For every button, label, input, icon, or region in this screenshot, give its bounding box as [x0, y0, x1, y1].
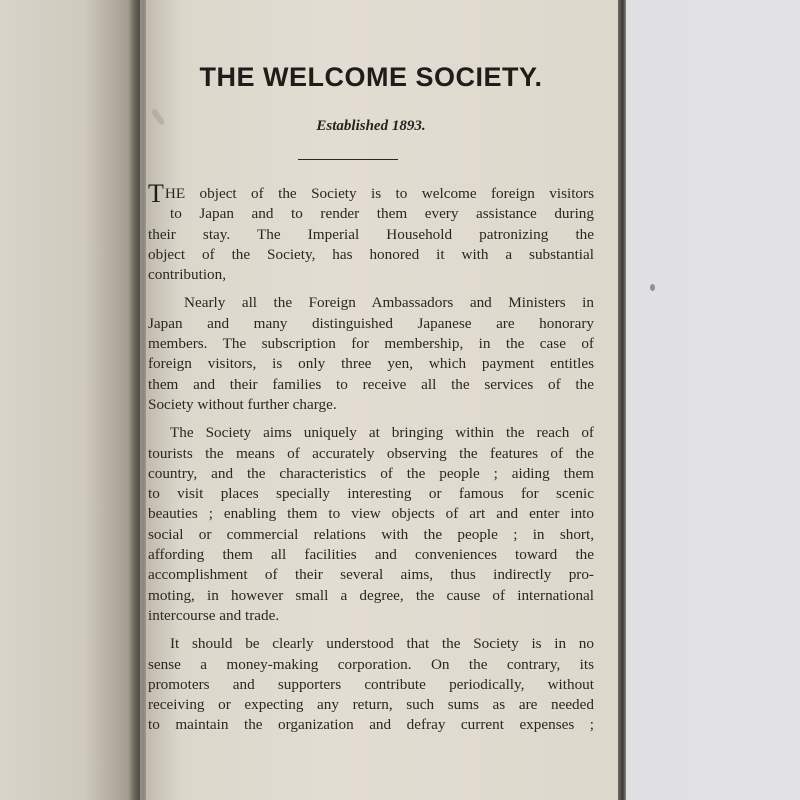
- text-line: foreign visitors, is only three yen, which payment entitles: [148, 355, 594, 373]
- text-line: to visit places specially interesting or famous for scenic: [148, 485, 594, 503]
- text-line: [148, 179, 594, 208]
- book-cover-edge: [618, 0, 626, 800]
- text-line: their stay. The Imperial Household patronizing the: [148, 225, 594, 243]
- text-line: Nearly all the Foreign Ambassadors and Ministers in: [184, 294, 594, 312]
- text-line: country, and the characteristics of the people ; aiding them: [148, 464, 594, 482]
- text-line: affording them all facilities and conveniences toward the: [148, 546, 594, 564]
- text-line: Society without further charge.: [148, 395, 337, 413]
- text-line: object of the Society, has honored it with a substantial: [148, 245, 594, 263]
- text-line: members. The subscription for membership, in the case of: [148, 335, 594, 353]
- text-line: social or commercial relations with the people ; in short,: [148, 525, 594, 543]
- table-speck: [650, 284, 655, 291]
- text-line-content: HE object of the Society is to welcome foreign visitors: [164, 185, 594, 202]
- book-spine: [128, 0, 146, 800]
- text-line: to maintain the organization and defray current expenses ;: [148, 716, 594, 734]
- text-line: intercourse and trade.: [148, 606, 280, 624]
- paragraph-gap: [148, 626, 594, 634]
- paragraph-3: [148, 423, 594, 626]
- text-line: tourists the means of accurately observing the features of the: [148, 444, 594, 462]
- text-line: contribution,: [148, 266, 227, 284]
- text-line: promoters and supporters contribute periodically, without: [148, 675, 594, 693]
- left-page: [0, 0, 140, 800]
- text-line: beauties ; enabling them to view objects of art and enter into: [148, 505, 594, 523]
- paragraph-gap: [148, 285, 594, 293]
- drop-cap: T: [148, 179, 164, 208]
- paragraph-4: [148, 634, 594, 735]
- text-line: Japan and many distinguished Japanese are honorary: [148, 314, 594, 332]
- page-title: THE WELCOME SOCIETY.: [199, 62, 543, 92]
- text-line: sense a money-making corporation. On the contrary, its: [148, 655, 594, 673]
- body-text: [148, 179, 594, 736]
- paragraph-1: [148, 179, 594, 285]
- paragraph-2: [148, 293, 594, 415]
- text-line: to Japan and to render them every assistance during: [170, 205, 594, 223]
- established-line: Established 1893.: [316, 118, 426, 134]
- text-line: It should be clearly understood that the Society is in no: [170, 635, 594, 653]
- title-divider: [298, 159, 398, 160]
- text-line: moting, in however small a degree, the cause of international: [148, 586, 594, 604]
- text-line: accomplishment of their several aims, thus indirectly pro-: [148, 566, 594, 584]
- text-line: them and their families to receive all the services of the: [148, 375, 594, 393]
- text-line: receiving or expecting any return, such sums as are needed: [148, 696, 594, 714]
- paragraph-gap: [148, 415, 594, 423]
- text-line: The Society aims uniquely at bringing within the reach of: [170, 424, 594, 442]
